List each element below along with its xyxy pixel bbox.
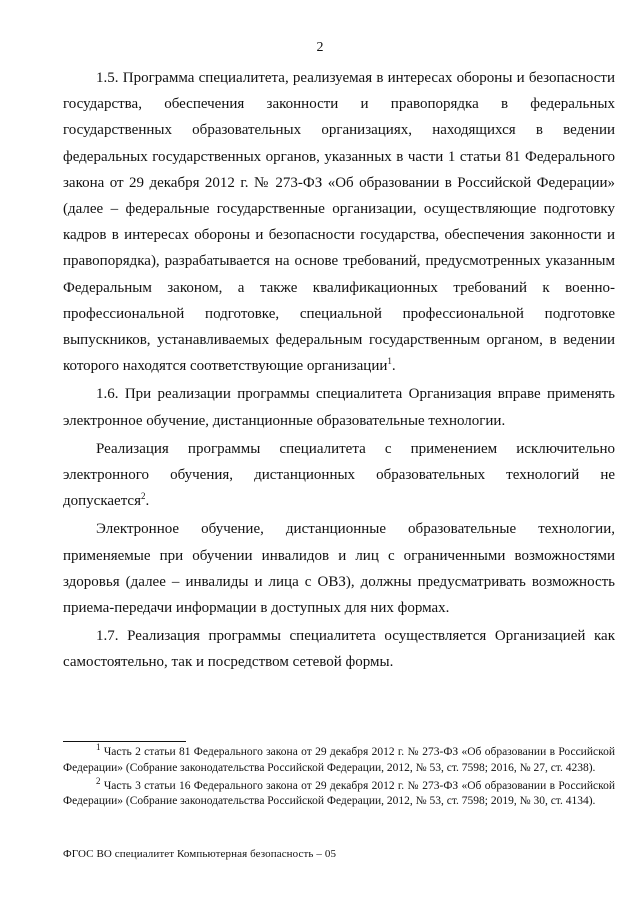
footnote-ref-1[interactable]: 1 [387,356,392,367]
paragraph-1-5 [63,65,615,379]
paragraph-1-6-restriction-text: Реализация программы специалитета с применением исключительно электронного обучения, дистанционных образовательных технологий не допускается [63,440,615,510]
footnotes [63,742,615,812]
footnote-2-marker: 2 [96,775,101,786]
footnote-1-marker: 1 [96,742,101,753]
paragraph-1-5-tail: . [391,358,396,375]
footnote-1-text: Часть 2 статьи 81 Федерального закона от 29 декабря 2012 г. № 273-ФЗ «Об образовании в Российской Федерации» (Собрание законодательства Российской Федерации, 2012, № 53, ст. 7598; 2016, № 27, ст. 4238). [63,746,615,774]
footnote-ref-2[interactable]: 2 [141,491,146,502]
paragraph-1-5-text: 1.5. Программа специалитета, реализуемая в интересах обороны и безопасности государства, обеспечения законности и правопорядка в федеральных государственных образовательных организациях, находящихся в ведении федеральных государственных органов, указанных в части 1 статьи 81 Федерального закона от 29 декабря 2012 г. № 273-ФЗ «Об образовании в Российской Федерации» (далее – федеральные государственные организации, осуществляющие подготовку кадров в интересах обороны и безопасности государства, обеспечения законности и правопорядка), разрабатывается на основе требований, предусмотренных указанным Федеральным законом, а также квалификационных требований к военно-профессиональной подготовке, специальной профессиональной подготовке выпускников, устанавливаемых федеральным государственным органом, в ведении которого находятся соответствующие организации [63,70,615,375]
footnote-2-text: Часть 3 статьи 16 Федерального закона от 29 декабря 2012 г. № 273-ФЗ «Об образовании в Российской Федерации» (Собрание законодательства Российской Федерации, 2012, № 53, ст. 7598; 2019, № 30, ст. 4134). [63,779,615,808]
footnote-separator [63,741,186,742]
paragraph-1-6-restriction [63,436,615,515]
paragraph-1-6-restriction-tail: . [145,493,150,510]
document-body [63,65,615,676]
paragraph-1-6-accessibility: Электронное обучение, дистанционные образовательные технологии, применяемые при обучении инвалидов и лиц с ограниченными возможностями здоровья (далее – инвалиды и лица с ОВЗ), должны предусматривать возможность приема-передачи информации в доступных для них формах. [63,521,615,617]
paragraph-1-6: 1.6. При реализации программы специалитета Организация вправе применять электронное обучение, дистанционные образовательные технологии. [63,386,615,429]
footnote-1 [63,742,615,777]
document-footer: ФГОС ВО специалитет Компьютерная безопасность – 05 [63,848,337,860]
footnote-2 [63,775,615,811]
page-number: 2 [316,40,324,55]
paragraph-1-7: 1.7. Реализация программы специалитета осуществляется Организацией как самостоятельно, так и посредством сетевой формы. [63,628,615,671]
